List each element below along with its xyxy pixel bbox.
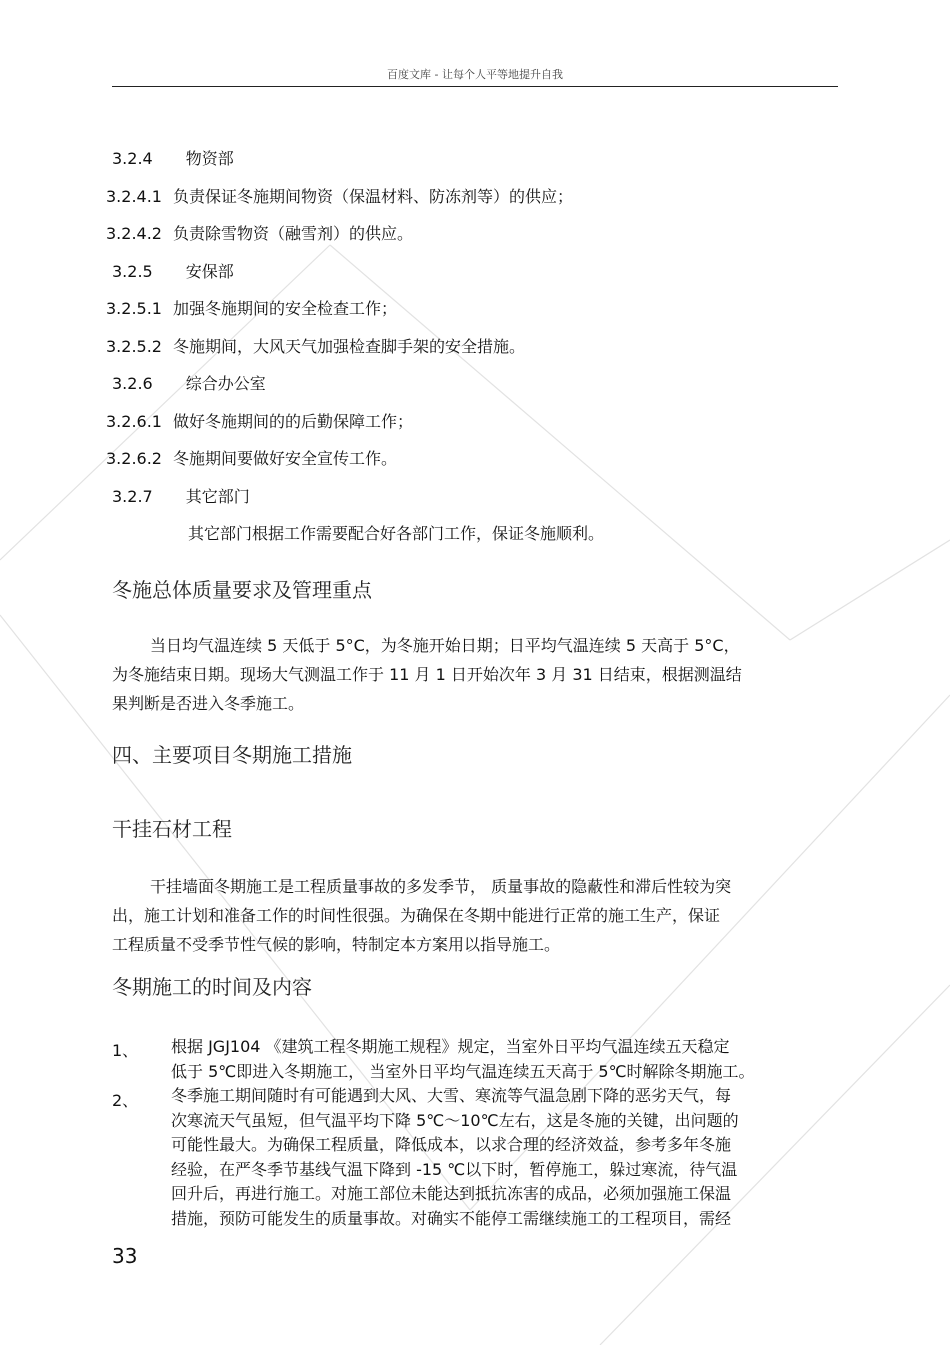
list-item: 3.2.6.1 做好冬施期间的的后勤保障工作； xyxy=(106,412,413,431)
section-326-heading xyxy=(112,371,266,394)
list-item: 3.2.5.1 加强冬施期间的安全检查工作； xyxy=(106,299,397,318)
list-item-number: 2、 xyxy=(112,1091,139,1110)
section-title: 其它部门 xyxy=(185,487,250,506)
timing-heading: 冬期施工的时间及内容 xyxy=(112,975,312,999)
section-325-heading xyxy=(112,259,234,282)
section-title: 物资部 xyxy=(185,149,234,168)
list-item: 3.2.4.1 负责保证冬施期间物资（保温材料、防冻剂等）的供应； xyxy=(106,187,573,206)
list-item-number: 1、 xyxy=(112,1041,139,1060)
list-item: 3.2.5.2 冬施期间，大风天气加强检查脚手架的安全措施。 xyxy=(106,337,525,356)
section-num: 3.2.5 xyxy=(112,262,153,281)
section-num: 3.2.6 xyxy=(112,374,153,393)
header-divider xyxy=(112,86,838,87)
section-num: 3.2.4 xyxy=(112,149,153,168)
page-header: 百度文库 - 让每个人平等地提升自我 xyxy=(387,68,563,81)
section-title: 安保部 xyxy=(185,262,234,281)
section-num: 3.2.7 xyxy=(112,487,153,506)
chapter-4-heading: 四、主要项目冬期施工措施 xyxy=(112,743,352,767)
section-327-heading xyxy=(112,484,250,507)
list-item: 冬季施工期间随时有可能遇到大风、大雪、寒流等气温急剧下降的恶劣天气，每 次寒流天气虽短，但气温平均下降 5℃～10℃左右，这是冬施的关键，出问题的 可能性最大。为确保工程质量，降低成本，以求合理的经济效益，参考多年冬施 经验，在严冬季节基线气温下降到 -15 ℃以下时，暂停施工，躲过寒流，待气温 回升后，再进行施工。对施工部位未能达到抵抗冻害的成品，必须加强施工保温 措施，预防可能发生的质量事故。对确实不能停工需继续施工的工程项目，需经 xyxy=(171,1086,739,1228)
stone-paragraph: 干挂墙面冬期施工是工程质量事故的多发季节， 质量事故的隐蔽性和滞后性较为突 出，施工计划和准备工作的时间性很强。为确保在冬期中能进行正常的施工生产，保证 工程质量不受季节性气候的影响，特制定本方案用以指导施工。 xyxy=(112,877,732,954)
page-number: 33 xyxy=(112,1244,138,1268)
quality-paragraph: 当日均气温连续 5 天低于 5°C，为冬施开始日期；日平均气温连续 5 天高于 5°C， 为冬施结束日期。现场大气测温工作于 11 月 1 日开始次年 3 月 31 日结束，根据测温结 果判断是否进入冬季施工。 xyxy=(112,636,742,713)
stone-heading: 干挂石材工程 xyxy=(112,817,232,841)
section-327-text: 其它部门根据工作需要配合好各部门工作，保证冬施顺利。 xyxy=(188,524,605,543)
section-title: 综合办公室 xyxy=(185,374,266,393)
quality-heading: 冬施总体质量要求及管理重点 xyxy=(112,578,372,602)
list-item: 根据 JGJ104 《建筑工程冬期施工规程》规定，当室外日平均气温连续五天稳定 低于 5℃即进入冬期施工， 当室外日平均气温连续五天高于 5℃时解除冬期施工。 xyxy=(171,1037,755,1081)
list-item: 3.2.4.2 负责除雪物资（融雪剂）的供应。 xyxy=(106,224,413,243)
list-item: 3.2.6.2 冬施期间要做好安全宣传工作。 xyxy=(106,449,397,468)
section-324-heading xyxy=(112,146,234,169)
